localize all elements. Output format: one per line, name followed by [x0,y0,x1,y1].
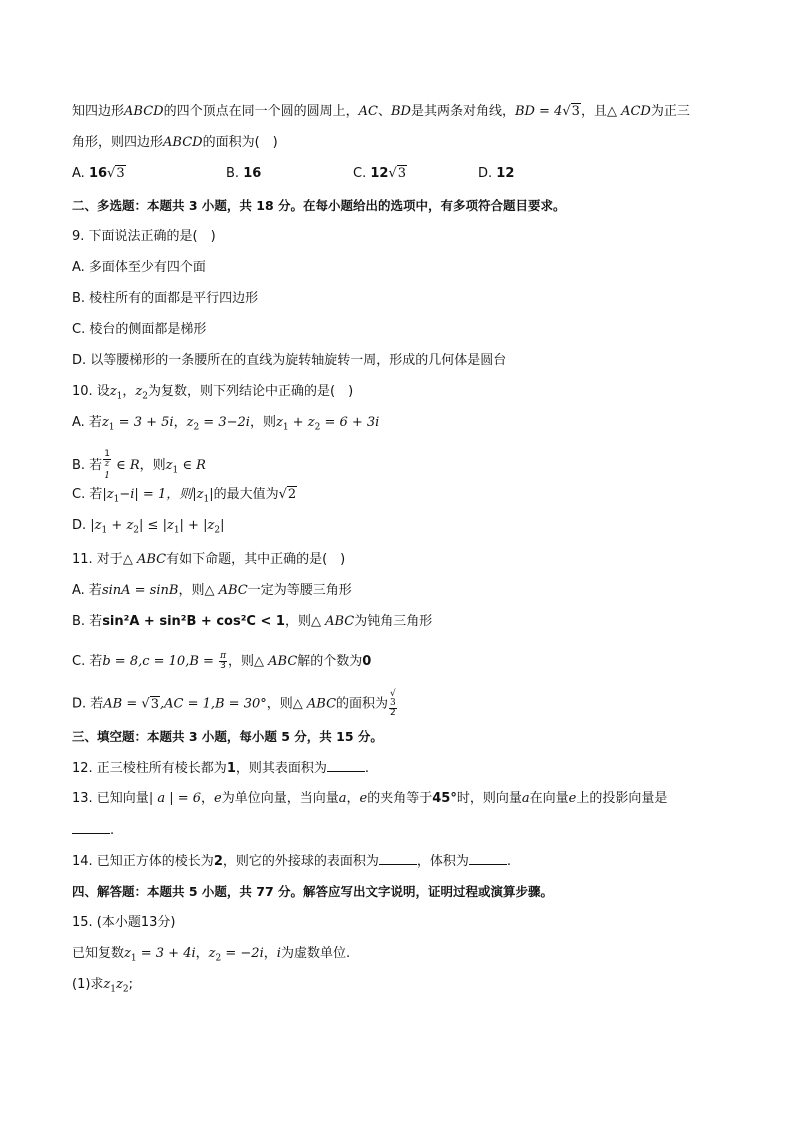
q10-option-b: B. 若 1 z $_1$ ∈ R，则$z_1$ ∈ R [72,449,206,481]
section-4-heading: 四、解答题：本题共 5 小题，共 77 分。解答应写出文字说明，证明过程或演算步骤。 [72,884,554,899]
q15-head: 15. (本小题13分) [72,915,176,930]
q14: 14. 已知正方体的棱长为2，则它的外接球的表面积为 ，体积为 . [72,854,512,869]
q9-option-b: B. 棱柱所有的面都是平行四边形 [72,291,259,306]
q8-option-a: A. 16√3 [72,166,125,181]
fraction: 1 z $_1$ [104,449,110,481]
answer-blank[interactable] [327,759,365,772]
q11-option-b: B. 若sin²A + sin²B + cos²C < 1，则△ ABC为钝角三角形 [72,614,433,629]
section-3-heading: 三、填空题：本题共 3 小题，每小题 5 分，共 15 分。 [72,729,383,744]
answer-blank[interactable] [379,852,417,865]
q10-option-c: C. 若$|z_1-i| = 1$，则$|z_1|$的最大值为√2 [72,487,297,505]
q13-line-1: 13. 已知向量| a | = 6，e为单位向量，当向量a，e的夹角等于45°时，则向量a在向量e上的投影向量是 [72,791,668,806]
q13-line-2: . [72,821,114,840]
sqrt-symbol: √3 [562,104,580,119]
q11-option-d: D. 若AB = √3,AC = 1,B = 30°，则△ ABC的面积为 √ 3 2 [72,689,396,718]
q9-option-a: A. 多面体至少有四个面 [72,260,206,275]
q11-option-a: A. 若sinA = sinB，则△ ABC一定为等腰三角形 [72,583,352,598]
q10-option-a: A. 若$z_1 = 3 + 5i$，$z_2 = 3-2i$，则$z_1 + z_2 = 6 + 3i$ [72,415,380,433]
q9-option-d: D. 以等腰梯形的一条腰所在的直线为旋转轴旋转一周，形成的几何体是圆台 [72,353,507,368]
q8-line-2: 角形，则四边形ABCD的面积为( ) [72,135,278,150]
q8-option-b: B. 16 [226,166,262,181]
answer-blank[interactable] [469,852,507,865]
q8-line-1: 知四边形ABCD的四个顶点在同一个圆的圆周上，AC、BD是其两条对角线，BD = 4√3，且△ ACD为正三 [72,104,690,119]
q8-option-c: C. 12√3 [353,166,407,181]
q8-option-d: D. 12 [478,166,515,181]
q12: 12. 正三棱柱所有棱长都为1，则其表面积为 . [72,761,370,776]
fraction: √ 3 2 [390,689,396,718]
answer-blank[interactable] [72,821,110,834]
q15-part-1: (1)求$z_1z_2$; [72,977,133,995]
section-2-heading: 二、多选题：本题共 3 小题，共 18 分。在每小题给出的选项中，有多项符合题目要求。 [72,198,566,213]
q15-stem: 已知复数$z_1 = 3 + 4i$，$z_2 = -2i$，i为虚数单位. [72,946,351,964]
fraction: $\frac{\pi}{3}$ [220,651,226,671]
q9-stem: 9. 下面说法正确的是( ) [72,229,216,244]
q10-stem: 10. 设$z_1$，$z_2$为复数，则下列结论中正确的是( ) [72,384,354,402]
q11-option-c: C. 若b = 8,c = 10,B = $\frac{\pi}{3}$ ，则△ ABC解的个数为0 [72,651,372,671]
q11-stem: 11. 对于△ ABC有如下命题，其中正确的是( ) [72,552,346,567]
q9-option-c: C. 棱台的侧面都是梯形 [72,322,207,337]
q10-option-d: D. $|z_1 + z_2| \le |z_1| + |z_2|$ [72,518,225,536]
